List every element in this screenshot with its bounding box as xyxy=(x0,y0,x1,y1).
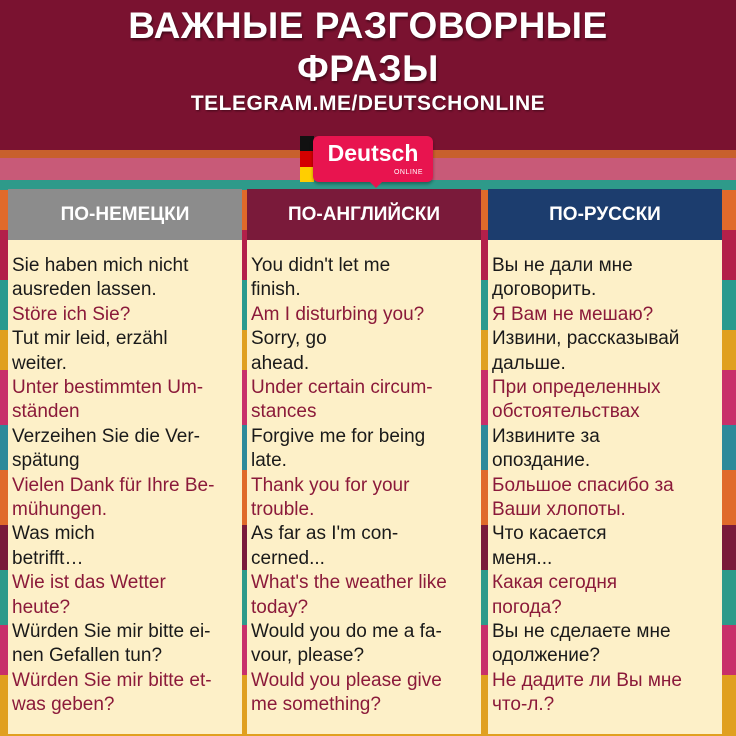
phrase-line: Извините за xyxy=(492,425,600,447)
phrase-line: spätung xyxy=(12,450,80,472)
column-header-russian: ПО-РУССКИ xyxy=(488,189,722,240)
phrase-line: heute? xyxy=(12,596,71,618)
phrase-line: При определенных xyxy=(492,377,661,398)
phrase-line: меня... xyxy=(492,547,553,569)
phrase-line: Вы не дали мне xyxy=(492,255,633,276)
phrase-line: ausreden lassen. xyxy=(12,279,157,301)
phrase-line: late. xyxy=(251,450,287,472)
phrase-line: trouble. xyxy=(251,499,315,520)
phrase-line: Was mich xyxy=(12,523,95,545)
phrase-line: What's the weather like xyxy=(251,572,447,594)
phrase-line: mühungen. xyxy=(12,499,108,520)
phrase-line: Störe ich Sie? xyxy=(12,303,131,325)
phrase-line: Würden Sie mir bitte ei- xyxy=(12,621,211,642)
phrase-line: Tut mir leid, erzähl xyxy=(12,328,168,350)
phrase-line: was geben? xyxy=(12,694,115,716)
phrase-line: finish. xyxy=(251,279,301,301)
phrase-line: Я Вам не мешаю? xyxy=(492,303,654,325)
column-german xyxy=(8,189,242,734)
phrase-line: Не дадите ли Вы мне xyxy=(492,669,682,691)
phrase-line: что-л.? xyxy=(492,694,555,716)
phrase-line: Thank you for your xyxy=(251,474,410,496)
column-body-russian xyxy=(488,240,722,734)
column-header-english: ПО-АНГЛИЙСКИ xyxy=(247,189,481,240)
phrase-line: betrifft… xyxy=(12,547,84,569)
phrase-line: ständen xyxy=(12,401,80,423)
phrase-line: today? xyxy=(251,596,309,618)
phrase-line: You didn't let me xyxy=(251,255,391,276)
phrase-line: stances xyxy=(251,401,317,423)
logo-subtext: ONLINE xyxy=(393,169,423,176)
phrase-line: Verzeihen Sie die Ver- xyxy=(12,425,201,447)
german-flag-icon xyxy=(300,136,314,182)
phrase-line: Вы не сделаете мне xyxy=(492,621,671,642)
deutsch-online-logo xyxy=(313,136,433,182)
phrase-line: Wie ist das Wetter xyxy=(12,572,166,594)
phrase-line: Большое спасибо за xyxy=(492,474,674,496)
column-russian xyxy=(488,189,722,734)
phrase-line: Am I disturbing you? xyxy=(251,303,425,325)
phrase-line: Would you do me a fa- xyxy=(251,621,442,642)
phrase-line: Ваши хлопоты. xyxy=(492,499,626,520)
column-body-german xyxy=(8,240,242,734)
phrase-line: As far as I'm con- xyxy=(251,523,399,545)
phrase-line: nen Gefallen tun? xyxy=(12,645,163,667)
column-body-english xyxy=(247,240,481,734)
phrase-line: дальше. xyxy=(492,352,566,374)
phrase-line: одолжение? xyxy=(492,645,600,667)
title-line-2: ФРАЗЫ xyxy=(297,48,439,89)
phrase-line: Würden Sie mir bitte et- xyxy=(12,669,212,691)
phrase-line: договорить. xyxy=(492,279,597,301)
phrase-line: Would you please give xyxy=(251,669,442,691)
phrase-line: опоздание. xyxy=(492,450,591,472)
phrase-line: me something? xyxy=(251,694,381,716)
phrase-line: Sorry, go xyxy=(251,328,327,350)
phrase-line: Under certain circum- xyxy=(251,377,433,398)
phrase-line: Sie haben mich nicht xyxy=(12,255,189,276)
phrase-line: Unter bestimmten Um- xyxy=(12,377,204,398)
telegram-link: TELEGRAM.ME/DEUTSCHONLINE xyxy=(190,92,546,115)
phrase-line: Извини, рассказывай xyxy=(492,328,680,350)
logo-text: Deutsch xyxy=(327,140,419,166)
title-line-1: ВАЖНЫЕ РАЗГОВОРНЫЕ xyxy=(128,5,608,46)
logo-speech-tail xyxy=(368,180,384,188)
column-header-german: ПО-НЕМЕЦКИ xyxy=(8,189,242,240)
phrase-line: погода? xyxy=(492,596,562,618)
phrase-line: Vielen Dank für Ihre Be- xyxy=(12,474,215,496)
phrase-line: cerned... xyxy=(251,547,325,569)
phrase-line: vour, please? xyxy=(251,645,365,667)
column-english xyxy=(247,189,481,734)
phrase-line: weiter. xyxy=(12,352,67,374)
phrase-line: Forgive me for being xyxy=(251,425,426,447)
page-title xyxy=(0,4,736,90)
phrase-line: Что касается xyxy=(492,523,607,545)
phrase-line: Какая сегодня xyxy=(492,572,618,594)
phrase-line: обстоятельствах xyxy=(492,401,640,423)
phrase-line: ahead. xyxy=(251,352,310,374)
